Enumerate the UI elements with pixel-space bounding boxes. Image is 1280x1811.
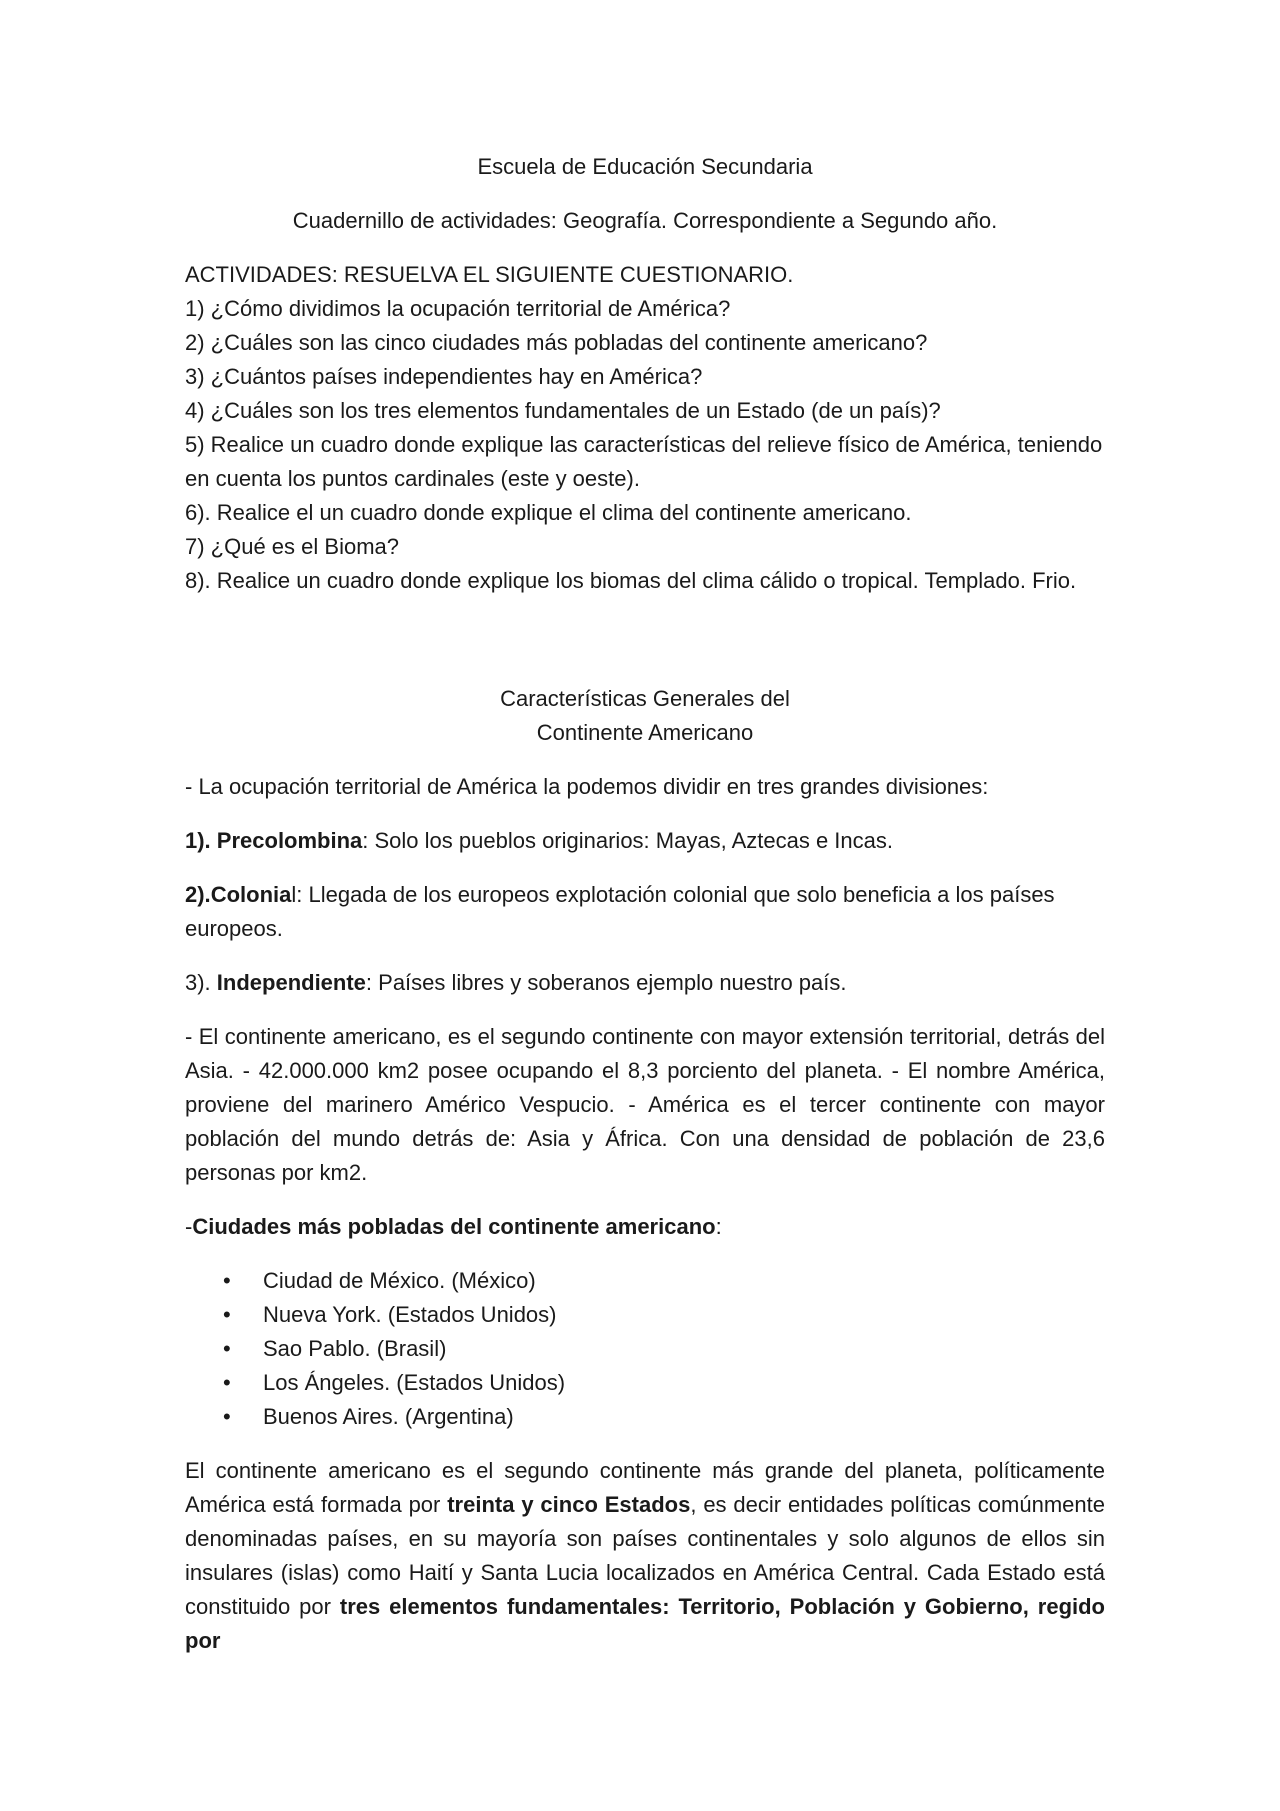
question-item: 4) ¿Cuáles son los tres elementos fundamentales de un Estado (de un país)? <box>185 398 941 423</box>
division-text: : Países libres y soberanos ejemplo nuestro país. <box>365 970 847 995</box>
question-item: 3) ¿Cuántos países independientes hay en América? <box>185 364 703 389</box>
section-title-line2: Continente Americano <box>536 720 754 745</box>
division-text: l: Llegada de los europeos explotación colonial que solo beneficia a los países europeos. <box>185 882 1055 941</box>
division-precolombina <box>185 824 1105 858</box>
bullet-icon: • <box>223 1404 231 1429</box>
activities-title: ACTIVIDADES: RESUELVA EL SIGUIENTE CUESTIONARIO. <box>185 262 794 287</box>
city-name: Nueva York. (Estados Unidos) <box>263 1302 557 1327</box>
question-item: 5) Realice un cuadro donde explique las características del relieve físico de América, teniendo en cuenta los puntos cardinales (este y oeste). <box>185 432 1103 491</box>
city-name: Ciudad de México. (México) <box>263 1268 536 1293</box>
bullet-icon: • <box>223 1336 231 1361</box>
question-item: 8). Realice un cuadro donde explique los biomas del clima cálido o tropical. Templado. Frio. <box>185 568 1077 593</box>
division-independiente <box>185 966 1105 1000</box>
division-text: : Solo los pueblos originarios: Mayas, Aztecas e Incas. <box>362 828 893 853</box>
division-label: Precolombina <box>216 828 363 853</box>
list-item <box>185 1400 1105 1434</box>
question-item: 7) ¿Qué es el Bioma? <box>185 534 399 559</box>
booklet-subtitle: Cuadernillo de actividades: Geografía. Correspondiente a Segundo año. <box>292 208 998 233</box>
document-page <box>185 150 1105 1658</box>
division-number: 3). <box>185 970 217 995</box>
cities-heading <box>185 1210 1105 1244</box>
city-name: Los Ángeles. (Estados Unidos) <box>263 1370 566 1395</box>
school-name: Escuela de Educación Secundaria <box>477 154 813 179</box>
list-item <box>185 1366 1105 1400</box>
city-name: Buenos Aires. (Argentina) <box>263 1404 514 1429</box>
closing-paragraph <box>185 1454 1105 1658</box>
division-number: 2). <box>185 882 211 907</box>
division-colonial <box>185 878 1105 946</box>
city-name: Sao Pablo. (Brasil) <box>263 1336 447 1361</box>
bullet-icon: • <box>223 1268 231 1293</box>
closing-emphasis: treinta y cinco Estados <box>447 1492 691 1517</box>
bullet-icon: • <box>223 1370 231 1395</box>
list-item <box>185 1264 1105 1298</box>
facts-paragraph: - El continente americano, es el segundo continente con mayor extensión territorial, detrás del Asia. - 42.000.000 km2 posee ocupando el 8,3 porciento del planeta. - El nombre América, proviene del marinero Américo Vespucio. - América es el tercer continente con mayor población del mundo detrás de: Asia y África. Con una densidad de población de 23,6 personas por km2. <box>185 1024 1105 1185</box>
closing-text: El continente americano es el segundo continente más grande del planeta, políticamente América está formada por <box>185 1458 1105 1517</box>
list-item <box>185 1298 1105 1332</box>
closing-text: , es decir entidades políticas comúnmente denominadas países, en su mayoría son países continentales y solo algunos de ellos sin insulares (islas) como Haití y Santa Lucia localizados en América Central. Cada Estado está constituido por <box>185 1492 1105 1619</box>
question-item: 1) ¿Cómo dividimos la ocupación territorial de América? <box>185 296 731 321</box>
question-item: 2) ¿Cuáles son las cinco ciudades más pobladas del continente americano? <box>185 330 928 355</box>
cities-colon: : <box>715 1214 722 1239</box>
cities-title: Ciudades más pobladas del continente americano <box>192 1214 716 1239</box>
cities-dash: - <box>185 1214 193 1239</box>
section-title-line1: Características Generales del <box>500 686 790 711</box>
bullet-icon: • <box>223 1302 231 1327</box>
list-item <box>185 1332 1105 1366</box>
intro-paragraph: - La ocupación territorial de América la podemos dividir en tres grandes divisiones: <box>185 774 989 799</box>
division-label: Colonia <box>210 882 292 907</box>
division-number: 1). <box>185 828 217 853</box>
questions-list <box>185 292 1105 598</box>
closing-emphasis: tres elementos fundamentales: Territorio, Población y Gobierno, regido por <box>185 1594 1105 1653</box>
division-label: Independiente <box>216 970 366 995</box>
cities-list <box>185 1264 1105 1434</box>
question-item: 6). Realice el un cuadro donde explique el clima del continente americano. <box>185 500 912 525</box>
